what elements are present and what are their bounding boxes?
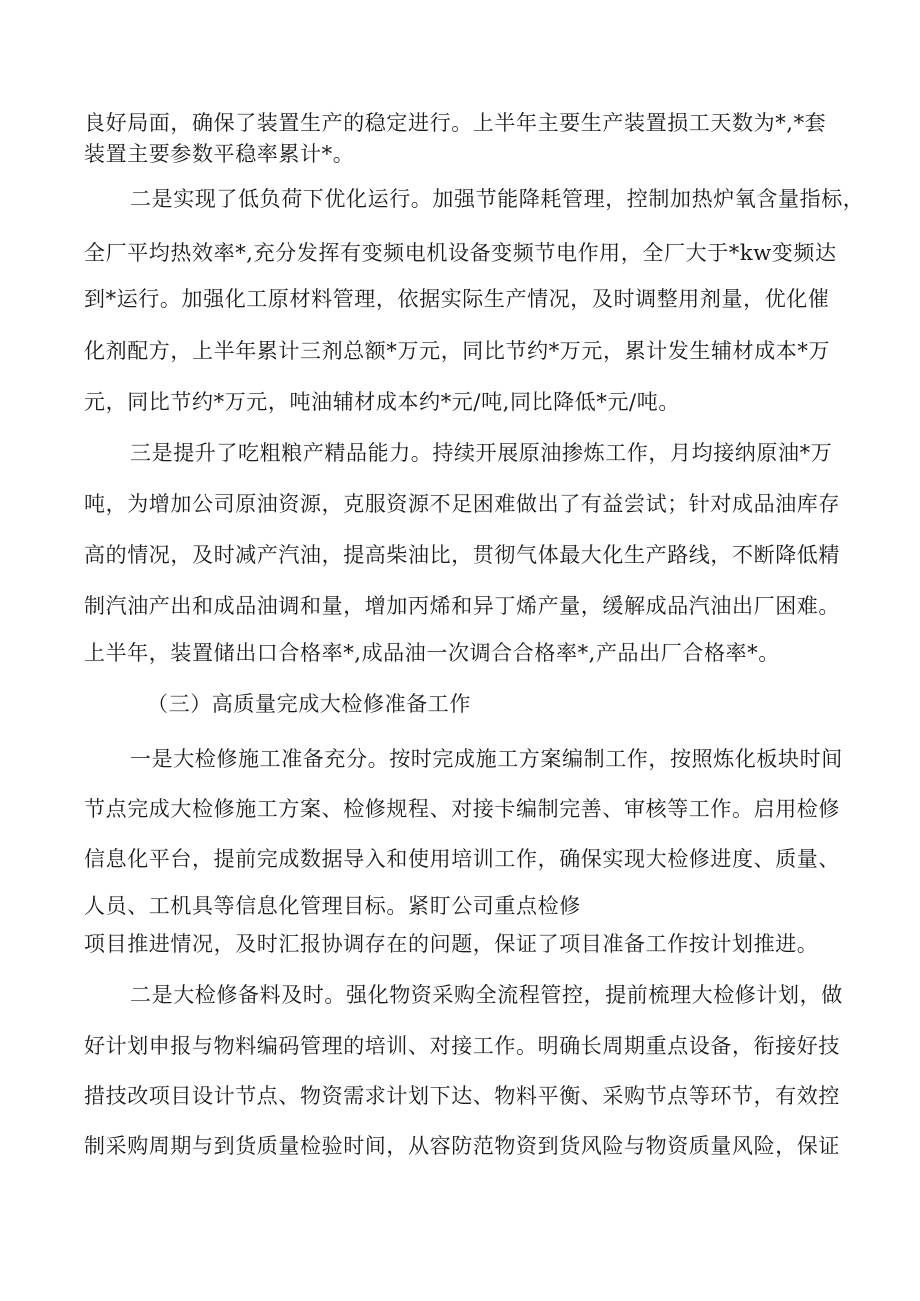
- paragraph-start: 二是实现了低负荷下优化运行。加强节能降耗管理，控制加热炉氧含量指标，: [130, 187, 865, 211]
- text-line: 良好局面，确保了装置生产的稳定进行。上半年主要生产装置损工天数为*,*套: [84, 111, 827, 135]
- paragraph-start: 一是大检修施工准备充分。按时完成施工方案编制工作，按照炼化板块时间: [130, 747, 843, 771]
- text-line: 信息化平台，提前完成数据导入和使用培训工作，确保实现大检修进度、质量、: [84, 847, 840, 871]
- section-heading: （三）高质量完成大检修准备工作: [147, 692, 471, 716]
- text-line: 制汽油产出和成品油调和量，增加丙烯和异丁烯产量，缓解成品汽油出厂困难。: [84, 594, 840, 618]
- text-line: 吨，为增加公司原油资源，克服资源不足困难做出了有益尝试；针对成品油库存: [84, 492, 840, 516]
- paragraph-start: 二是大检修备料及时。强化物资采购全流程管控，提前梳理大检修计划，做: [130, 983, 843, 1007]
- text-line: 制采购周期与到货质量检验时间，从容防范物资到货风险与物资质量风险，保证: [84, 1134, 840, 1158]
- text-line: 装置主要参数平稳率累计*。: [84, 142, 355, 166]
- text-line: 上半年，装置储出口合格率*,成品油一次调合合格率*,产品出厂合格率*。: [84, 641, 780, 665]
- text-line: 高的情况，及时减产汽油，提高柴油比，贯彻气体最大化生产路线，不断降低精: [84, 543, 840, 567]
- text-line: 人员、工机具等信息化管理目标。紧盯公司重点检修: [84, 894, 581, 918]
- text-line: 措技改项目设计节点、物资需求计划下达、物料平衡、采购节点等环节，有效控: [84, 1084, 840, 1108]
- text-line: 到*运行。加强化工原材料管理，依据实际生产情况，及时调整用剂量，优化催: [84, 287, 830, 311]
- text-line: 项目推进情况，及时汇报协调存在的问题，保证了项目准备工作按计划推进。: [84, 932, 819, 956]
- text-line: 节点完成大检修施工方案、检修规程、对接卡编制完善、审核等工作。启用检修: [84, 797, 840, 821]
- paragraph-start: 三是提升了吃粗粮产精品能力。持续开展原油掺炼工作，月均接纳原油*万: [130, 441, 833, 465]
- text-line: 好计划申报与物料编码管理的培训、对接工作。明确长周期重点设备，衔接好技: [84, 1034, 840, 1058]
- text-line: 元，同比节约*万元，吨油辅材成本约*元/吨,同比降低*元/吨。: [84, 390, 680, 414]
- text-line: 化剂配方，上半年累计三剂总额*万元，同比节约*万元，累计发生辅材成本*万: [84, 339, 831, 363]
- text-line: 全厂平均热效率*,充分发挥有变频电机设备变频节电作用，全厂大于*kw变频达: [84, 241, 837, 265]
